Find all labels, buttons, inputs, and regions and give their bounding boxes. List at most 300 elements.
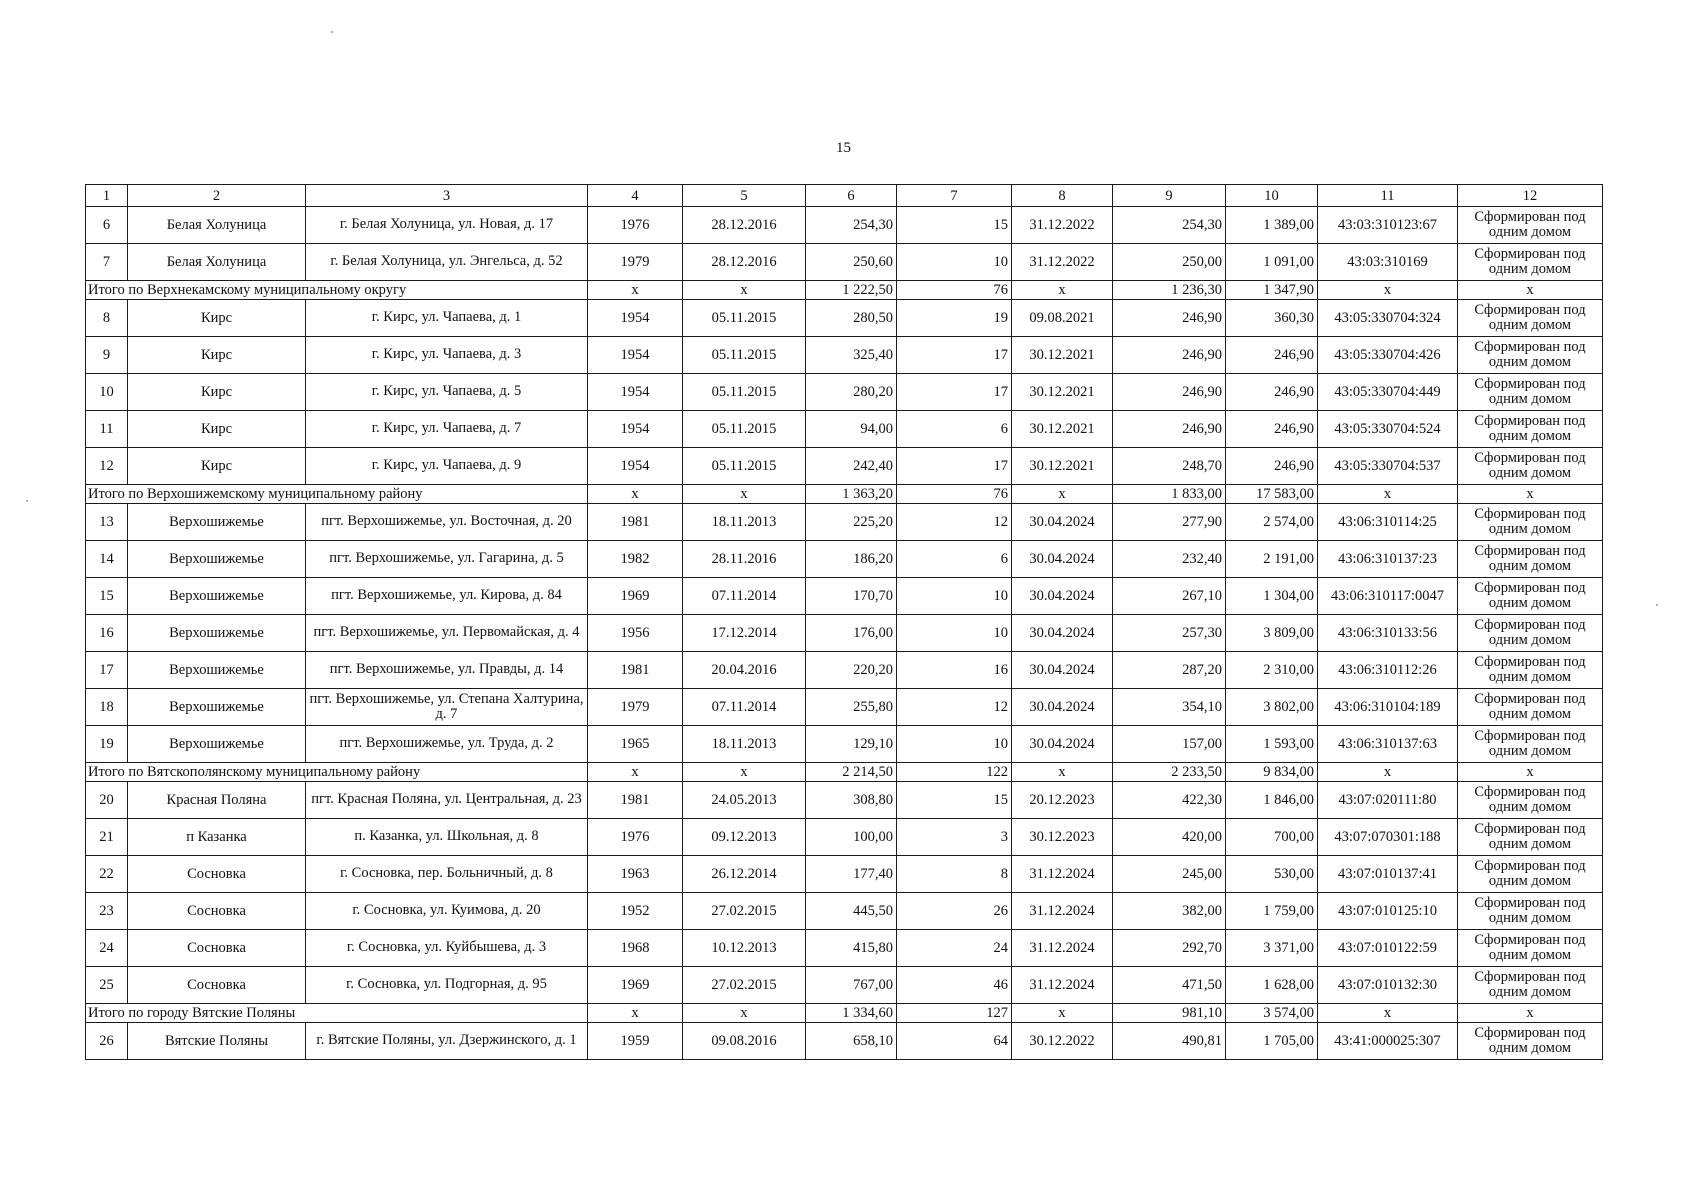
area-cell: 225,20 bbox=[806, 504, 897, 541]
table-row bbox=[86, 411, 1603, 448]
address-cell: пгт. Верхошижемье, ул. Труда, д. 2 bbox=[306, 726, 588, 763]
table-row bbox=[86, 578, 1603, 615]
area-cell: 177,40 bbox=[806, 856, 897, 893]
recognition-date-cell: 27.02.2015 bbox=[683, 967, 806, 1004]
land-status-cell: Сформирован под одним домом bbox=[1458, 856, 1603, 893]
address-cell: г. Белая Холуница, ул. Новая, д. 17 bbox=[306, 207, 588, 244]
resettlement-area-cell: 250,00 bbox=[1113, 244, 1226, 281]
subtotal-cell: x bbox=[588, 485, 683, 504]
area-cell: 445,50 bbox=[806, 893, 897, 930]
row-number-cell: 19 bbox=[86, 726, 128, 763]
land-status-cell: Сформирован под одним домом bbox=[1458, 782, 1603, 819]
build-year-cell: 1981 bbox=[588, 782, 683, 819]
resettlement-date-cell: 30.12.2021 bbox=[1012, 337, 1113, 374]
recognition-date-cell: 05.11.2015 bbox=[683, 411, 806, 448]
recognition-date-cell: 18.11.2013 bbox=[683, 504, 806, 541]
recognition-date-cell: 07.11.2014 bbox=[683, 689, 806, 726]
land-status-cell: Сформирован под одним домом bbox=[1458, 652, 1603, 689]
resettlement-date-cell: 30.04.2024 bbox=[1012, 689, 1113, 726]
subtotal-cell: 76 bbox=[897, 281, 1012, 300]
build-year-cell: 1968 bbox=[588, 930, 683, 967]
resettlement-area-cell: 254,30 bbox=[1113, 207, 1226, 244]
table-row bbox=[86, 819, 1603, 856]
recognition-date-cell: 05.11.2015 bbox=[683, 300, 806, 337]
build-year-cell: 1976 bbox=[588, 207, 683, 244]
housing-table bbox=[85, 184, 1603, 1060]
settlement-cell: Кирс bbox=[128, 374, 306, 411]
resettlement-area-cell: 471,50 bbox=[1113, 967, 1226, 1004]
address-cell: пгт. Красная Поляна, ул. Центральная, д. 23 bbox=[306, 782, 588, 819]
land-status-cell: Сформирован под одним домом bbox=[1458, 726, 1603, 763]
resettlement-date-cell: 31.12.2022 bbox=[1012, 244, 1113, 281]
row-number-cell: 15 bbox=[86, 578, 128, 615]
row-number-cell: 8 bbox=[86, 300, 128, 337]
resettlement-date-cell: 20.12.2023 bbox=[1012, 782, 1113, 819]
row-number-cell: 13 bbox=[86, 504, 128, 541]
subtotal-cell: x bbox=[683, 763, 806, 782]
area-cell: 280,50 bbox=[806, 300, 897, 337]
scan-speck bbox=[331, 31, 333, 33]
cadastral-number-cell: 43:05:330704:524 bbox=[1318, 411, 1458, 448]
subtotal-cell: x bbox=[1012, 763, 1113, 782]
subtotal-cell: x bbox=[1012, 485, 1113, 504]
resettlement-date-cell: 30.04.2024 bbox=[1012, 615, 1113, 652]
resettlement-area-cell: 267,10 bbox=[1113, 578, 1226, 615]
area-cell: 255,80 bbox=[806, 689, 897, 726]
land-status-cell: Сформирован под одним домом bbox=[1458, 615, 1603, 652]
subtotal-cell: 76 bbox=[897, 485, 1012, 504]
resettlement-area-cell: 246,90 bbox=[1113, 411, 1226, 448]
recognition-date-cell: 20.04.2016 bbox=[683, 652, 806, 689]
subtotal-row bbox=[86, 1004, 1603, 1023]
subtotal-cell: 2 233,50 bbox=[1113, 763, 1226, 782]
resettlement-area-cell: 292,70 bbox=[1113, 930, 1226, 967]
resettlement-area-cell: 354,10 bbox=[1113, 689, 1226, 726]
table-row bbox=[86, 207, 1603, 244]
column-number: 6 bbox=[806, 185, 897, 207]
table-row bbox=[86, 893, 1603, 930]
resettlement-area-cell: 490,81 bbox=[1113, 1023, 1226, 1060]
residents-cell: 46 bbox=[897, 967, 1012, 1004]
settlement-cell: Верхошижемье bbox=[128, 578, 306, 615]
residents-cell: 6 bbox=[897, 541, 1012, 578]
row-number-cell: 12 bbox=[86, 448, 128, 485]
land-area-cell: 246,90 bbox=[1226, 337, 1318, 374]
address-cell: г. Сосновка, ул. Подгорная, д. 95 bbox=[306, 967, 588, 1004]
area-cell: 186,20 bbox=[806, 541, 897, 578]
build-year-cell: 1969 bbox=[588, 967, 683, 1004]
subtotal-cell: x bbox=[1318, 485, 1458, 504]
resettlement-area-cell: 246,90 bbox=[1113, 300, 1226, 337]
resettlement-date-cell: 30.12.2022 bbox=[1012, 1023, 1113, 1060]
address-cell: г. Кирс, ул. Чапаева, д. 5 bbox=[306, 374, 588, 411]
column-number: 10 bbox=[1226, 185, 1318, 207]
cadastral-number-cell: 43:07:010132:30 bbox=[1318, 967, 1458, 1004]
resettlement-date-cell: 31.12.2024 bbox=[1012, 930, 1113, 967]
cadastral-number-cell: 43:06:310112:26 bbox=[1318, 652, 1458, 689]
address-cell: пгт. Верхошижемье, ул. Степана Халтурина, д. 7 bbox=[306, 689, 588, 726]
row-number-cell: 6 bbox=[86, 207, 128, 244]
resettlement-area-cell: 382,00 bbox=[1113, 893, 1226, 930]
recognition-date-cell: 24.05.2013 bbox=[683, 782, 806, 819]
area-cell: 100,00 bbox=[806, 819, 897, 856]
land-area-cell: 2 574,00 bbox=[1226, 504, 1318, 541]
recognition-date-cell: 05.11.2015 bbox=[683, 374, 806, 411]
row-number-cell: 11 bbox=[86, 411, 128, 448]
settlement-cell: Красная Поляна bbox=[128, 782, 306, 819]
address-cell: пгт. Верхошижемье, ул. Гагарина, д. 5 bbox=[306, 541, 588, 578]
build-year-cell: 1965 bbox=[588, 726, 683, 763]
settlement-cell: Кирс bbox=[128, 448, 306, 485]
land-area-cell: 360,30 bbox=[1226, 300, 1318, 337]
column-number: 9 bbox=[1113, 185, 1226, 207]
recognition-date-cell: 09.08.2016 bbox=[683, 1023, 806, 1060]
residents-cell: 64 bbox=[897, 1023, 1012, 1060]
residents-cell: 15 bbox=[897, 207, 1012, 244]
cadastral-number-cell: 43:06:310117:0047 bbox=[1318, 578, 1458, 615]
address-cell: пгт. Верхошижемье, ул. Восточная, д. 20 bbox=[306, 504, 588, 541]
subtotal-cell: x bbox=[1458, 763, 1603, 782]
cadastral-number-cell: 43:03:310123:67 bbox=[1318, 207, 1458, 244]
land-status-cell: Сформирован под одним домом bbox=[1458, 448, 1603, 485]
residents-cell: 10 bbox=[897, 726, 1012, 763]
residents-cell: 6 bbox=[897, 411, 1012, 448]
land-area-cell: 3 802,00 bbox=[1226, 689, 1318, 726]
land-area-cell: 2 191,00 bbox=[1226, 541, 1318, 578]
table-row bbox=[86, 615, 1603, 652]
resettlement-date-cell: 30.04.2024 bbox=[1012, 504, 1113, 541]
land-area-cell: 1 628,00 bbox=[1226, 967, 1318, 1004]
land-status-cell: Сформирован под одним домом bbox=[1458, 411, 1603, 448]
row-number-cell: 21 bbox=[86, 819, 128, 856]
resettlement-date-cell: 30.04.2024 bbox=[1012, 578, 1113, 615]
column-number: 2 bbox=[128, 185, 306, 207]
column-number: 3 bbox=[306, 185, 588, 207]
residents-cell: 17 bbox=[897, 448, 1012, 485]
table-row bbox=[86, 374, 1603, 411]
cadastral-number-cell: 43:05:330704:426 bbox=[1318, 337, 1458, 374]
cadastral-number-cell: 43:07:010125:10 bbox=[1318, 893, 1458, 930]
table-row bbox=[86, 930, 1603, 967]
subtotal-cell: x bbox=[683, 1004, 806, 1023]
address-cell: г. Кирс, ул. Чапаева, д. 3 bbox=[306, 337, 588, 374]
column-number: 8 bbox=[1012, 185, 1113, 207]
row-number-cell: 17 bbox=[86, 652, 128, 689]
area-cell: 658,10 bbox=[806, 1023, 897, 1060]
subtotal-cell: 981,10 bbox=[1113, 1004, 1226, 1023]
settlement-cell: Сосновка bbox=[128, 967, 306, 1004]
settlement-cell: Верхошижемье bbox=[128, 504, 306, 541]
table-row bbox=[86, 1023, 1603, 1060]
subtotal-cell: x bbox=[588, 1004, 683, 1023]
residents-cell: 16 bbox=[897, 652, 1012, 689]
land-area-cell: 3 809,00 bbox=[1226, 615, 1318, 652]
cadastral-number-cell: 43:06:310104:189 bbox=[1318, 689, 1458, 726]
area-cell: 242,40 bbox=[806, 448, 897, 485]
residents-cell: 17 bbox=[897, 337, 1012, 374]
scan-speck bbox=[1656, 604, 1658, 606]
address-cell: пгт. Верхошижемье, ул. Первомайская, д. 4 bbox=[306, 615, 588, 652]
resettlement-date-cell: 09.08.2021 bbox=[1012, 300, 1113, 337]
resettlement-area-cell: 277,90 bbox=[1113, 504, 1226, 541]
subtotal-cell: 1 833,00 bbox=[1113, 485, 1226, 504]
address-cell: г. Сосновка, пер. Больничный, д. 8 bbox=[306, 856, 588, 893]
settlement-cell: п Казанка bbox=[128, 819, 306, 856]
settlement-cell: Сосновка bbox=[128, 856, 306, 893]
land-area-cell: 1 846,00 bbox=[1226, 782, 1318, 819]
land-area-cell: 3 371,00 bbox=[1226, 930, 1318, 967]
column-number: 4 bbox=[588, 185, 683, 207]
settlement-cell: Кирс bbox=[128, 300, 306, 337]
land-area-cell: 246,90 bbox=[1226, 448, 1318, 485]
subtotal-cell: x bbox=[1458, 485, 1603, 504]
residents-cell: 24 bbox=[897, 930, 1012, 967]
land-status-cell: Сформирован под одним домом bbox=[1458, 207, 1603, 244]
recognition-date-cell: 09.12.2013 bbox=[683, 819, 806, 856]
subtotal-cell: x bbox=[1318, 1004, 1458, 1023]
subtotal-cell: x bbox=[1318, 281, 1458, 300]
resettlement-area-cell: 287,20 bbox=[1113, 652, 1226, 689]
resettlement-date-cell: 31.12.2024 bbox=[1012, 967, 1113, 1004]
subtotal-cell: 2 214,50 bbox=[806, 763, 897, 782]
resettlement-date-cell: 31.12.2024 bbox=[1012, 893, 1113, 930]
settlement-cell: Верхошижемье bbox=[128, 689, 306, 726]
subtotal-cell: 1 334,60 bbox=[806, 1004, 897, 1023]
area-cell: 170,70 bbox=[806, 578, 897, 615]
resettlement-date-cell: 30.12.2023 bbox=[1012, 819, 1113, 856]
residents-cell: 8 bbox=[897, 856, 1012, 893]
recognition-date-cell: 05.11.2015 bbox=[683, 448, 806, 485]
settlement-cell: Кирс bbox=[128, 337, 306, 374]
recognition-date-cell: 18.11.2013 bbox=[683, 726, 806, 763]
subtotal-cell: x bbox=[588, 763, 683, 782]
build-year-cell: 1976 bbox=[588, 819, 683, 856]
resettlement-date-cell: 31.12.2022 bbox=[1012, 207, 1113, 244]
settlement-cell: Сосновка bbox=[128, 893, 306, 930]
row-number-cell: 7 bbox=[86, 244, 128, 281]
residents-cell: 15 bbox=[897, 782, 1012, 819]
page-number: 15 bbox=[836, 140, 851, 156]
subtotal-cell: 1 236,30 bbox=[1113, 281, 1226, 300]
land-status-cell: Сформирован под одним домом bbox=[1458, 893, 1603, 930]
land-area-cell: 1 389,00 bbox=[1226, 207, 1318, 244]
land-status-cell: Сформирован под одним домом bbox=[1458, 504, 1603, 541]
build-year-cell: 1954 bbox=[588, 448, 683, 485]
subtotal-cell: x bbox=[1012, 1004, 1113, 1023]
column-number: 7 bbox=[897, 185, 1012, 207]
resettlement-area-cell: 232,40 bbox=[1113, 541, 1226, 578]
land-status-cell: Сформирован под одним домом bbox=[1458, 337, 1603, 374]
settlement-cell: Верхошижемье bbox=[128, 541, 306, 578]
land-area-cell: 700,00 bbox=[1226, 819, 1318, 856]
build-year-cell: 1954 bbox=[588, 337, 683, 374]
table-row bbox=[86, 856, 1603, 893]
build-year-cell: 1956 bbox=[588, 615, 683, 652]
table-row bbox=[86, 300, 1603, 337]
residents-cell: 26 bbox=[897, 893, 1012, 930]
resettlement-area-cell: 157,00 bbox=[1113, 726, 1226, 763]
recognition-date-cell: 28.12.2016 bbox=[683, 207, 806, 244]
area-cell: 94,00 bbox=[806, 411, 897, 448]
table-row bbox=[86, 967, 1603, 1004]
row-number-cell: 24 bbox=[86, 930, 128, 967]
address-cell: г. Вятские Поляны, ул. Дзержинского, д. 1 bbox=[306, 1023, 588, 1060]
cadastral-number-cell: 43:06:310137:63 bbox=[1318, 726, 1458, 763]
recognition-date-cell: 17.12.2014 bbox=[683, 615, 806, 652]
address-cell: п. Казанка, ул. Школьная, д. 8 bbox=[306, 819, 588, 856]
land-area-cell: 530,00 bbox=[1226, 856, 1318, 893]
resettlement-date-cell: 30.12.2021 bbox=[1012, 448, 1113, 485]
land-area-cell: 1 705,00 bbox=[1226, 1023, 1318, 1060]
resettlement-area-cell: 420,00 bbox=[1113, 819, 1226, 856]
recognition-date-cell: 26.12.2014 bbox=[683, 856, 806, 893]
row-number-cell: 14 bbox=[86, 541, 128, 578]
subtotal-cell: x bbox=[1318, 763, 1458, 782]
recognition-date-cell: 10.12.2013 bbox=[683, 930, 806, 967]
settlement-cell: Вятские Поляны bbox=[128, 1023, 306, 1060]
subtotal-row bbox=[86, 763, 1603, 782]
land-status-cell: Сформирован под одним домом bbox=[1458, 819, 1603, 856]
build-year-cell: 1954 bbox=[588, 411, 683, 448]
subtotal-row bbox=[86, 485, 1603, 504]
land-area-cell: 246,90 bbox=[1226, 374, 1318, 411]
settlement-cell: Кирс bbox=[128, 411, 306, 448]
subtotal-cell: 17 583,00 bbox=[1226, 485, 1318, 504]
residents-cell: 12 bbox=[897, 689, 1012, 726]
row-number-cell: 16 bbox=[86, 615, 128, 652]
build-year-cell: 1982 bbox=[588, 541, 683, 578]
settlement-cell: Верхошижемье bbox=[128, 652, 306, 689]
residents-cell: 10 bbox=[897, 244, 1012, 281]
column-number: 12 bbox=[1458, 185, 1603, 207]
build-year-cell: 1979 bbox=[588, 689, 683, 726]
cadastral-number-cell: 43:03:310169 bbox=[1318, 244, 1458, 281]
subtotal-label: Итого по городу Вятские Поляны bbox=[86, 1004, 588, 1023]
resettlement-date-cell: 30.04.2024 bbox=[1012, 541, 1113, 578]
land-status-cell: Сформирован под одним домом bbox=[1458, 578, 1603, 615]
address-cell: пгт. Верхошижемье, ул. Кирова, д. 84 bbox=[306, 578, 588, 615]
row-number-cell: 22 bbox=[86, 856, 128, 893]
table-row bbox=[86, 504, 1603, 541]
recognition-date-cell: 27.02.2015 bbox=[683, 893, 806, 930]
row-number-cell: 26 bbox=[86, 1023, 128, 1060]
resettlement-date-cell: 30.12.2021 bbox=[1012, 411, 1113, 448]
area-cell: 325,40 bbox=[806, 337, 897, 374]
table-row bbox=[86, 337, 1603, 374]
subtotal-cell: x bbox=[588, 281, 683, 300]
land-area-cell: 1 304,00 bbox=[1226, 578, 1318, 615]
build-year-cell: 1952 bbox=[588, 893, 683, 930]
row-number-cell: 9 bbox=[86, 337, 128, 374]
resettlement-area-cell: 257,30 bbox=[1113, 615, 1226, 652]
row-number-cell: 10 bbox=[86, 374, 128, 411]
row-number-cell: 25 bbox=[86, 967, 128, 1004]
build-year-cell: 1969 bbox=[588, 578, 683, 615]
land-status-cell: Сформирован под одним домом bbox=[1458, 930, 1603, 967]
build-year-cell: 1981 bbox=[588, 652, 683, 689]
land-status-cell: Сформирован под одним домом bbox=[1458, 374, 1603, 411]
resettlement-date-cell: 30.04.2024 bbox=[1012, 652, 1113, 689]
table-row bbox=[86, 448, 1603, 485]
build-year-cell: 1963 bbox=[588, 856, 683, 893]
address-cell: г. Белая Холуница, ул. Энгельса, д. 52 bbox=[306, 244, 588, 281]
build-year-cell: 1954 bbox=[588, 300, 683, 337]
scan-speck bbox=[26, 500, 28, 502]
residents-cell: 3 bbox=[897, 819, 1012, 856]
settlement-cell: Сосновка bbox=[128, 930, 306, 967]
recognition-date-cell: 28.12.2016 bbox=[683, 244, 806, 281]
recognition-date-cell: 05.11.2015 bbox=[683, 337, 806, 374]
address-cell: г. Кирс, ул. Чапаева, д. 7 bbox=[306, 411, 588, 448]
area-cell: 250,60 bbox=[806, 244, 897, 281]
resettlement-date-cell: 30.12.2021 bbox=[1012, 374, 1113, 411]
table-row bbox=[86, 689, 1603, 726]
column-number: 5 bbox=[683, 185, 806, 207]
subtotal-cell: 1 347,90 bbox=[1226, 281, 1318, 300]
cadastral-number-cell: 43:07:020111:80 bbox=[1318, 782, 1458, 819]
build-year-cell: 1979 bbox=[588, 244, 683, 281]
land-area-cell: 1 593,00 bbox=[1226, 726, 1318, 763]
subtotal-label: Итого по Вятскополянскому муниципальному району bbox=[86, 763, 588, 782]
cadastral-number-cell: 43:06:310137:23 bbox=[1318, 541, 1458, 578]
subtotal-row bbox=[86, 281, 1603, 300]
resettlement-area-cell: 422,30 bbox=[1113, 782, 1226, 819]
area-cell: 220,20 bbox=[806, 652, 897, 689]
cadastral-number-cell: 43:05:330704:324 bbox=[1318, 300, 1458, 337]
land-status-cell: Сформирован под одним домом bbox=[1458, 689, 1603, 726]
subtotal-cell: x bbox=[1012, 281, 1113, 300]
land-area-cell: 1 091,00 bbox=[1226, 244, 1318, 281]
table-row bbox=[86, 652, 1603, 689]
row-number-cell: 20 bbox=[86, 782, 128, 819]
land-area-cell: 1 759,00 bbox=[1226, 893, 1318, 930]
resettlement-area-cell: 246,90 bbox=[1113, 337, 1226, 374]
build-year-cell: 1981 bbox=[588, 504, 683, 541]
subtotal-cell: x bbox=[683, 485, 806, 504]
land-status-cell: Сформирован под одним домом bbox=[1458, 244, 1603, 281]
address-cell: г. Сосновка, ул. Куимова, д. 20 bbox=[306, 893, 588, 930]
residents-cell: 10 bbox=[897, 578, 1012, 615]
subtotal-label: Итого по Верхошижемскому муниципальному району bbox=[86, 485, 588, 504]
cadastral-number-cell: 43:05:330704:449 bbox=[1318, 374, 1458, 411]
resettlement-date-cell: 31.12.2024 bbox=[1012, 856, 1113, 893]
row-number-cell: 18 bbox=[86, 689, 128, 726]
residents-cell: 12 bbox=[897, 504, 1012, 541]
table-row bbox=[86, 244, 1603, 281]
settlement-cell: Верхошижемье bbox=[128, 615, 306, 652]
address-cell: г. Кирс, ул. Чапаева, д. 9 bbox=[306, 448, 588, 485]
table-row bbox=[86, 541, 1603, 578]
subtotal-cell: 1 222,50 bbox=[806, 281, 897, 300]
land-status-cell: Сформирован под одним домом bbox=[1458, 541, 1603, 578]
area-cell: 415,80 bbox=[806, 930, 897, 967]
resettlement-area-cell: 248,70 bbox=[1113, 448, 1226, 485]
land-status-cell: Сформирован под одним домом bbox=[1458, 300, 1603, 337]
cadastral-number-cell: 43:06:310114:25 bbox=[1318, 504, 1458, 541]
land-area-cell: 246,90 bbox=[1226, 411, 1318, 448]
area-cell: 308,80 bbox=[806, 782, 897, 819]
subtotal-cell: 1 363,20 bbox=[806, 485, 897, 504]
area-cell: 254,30 bbox=[806, 207, 897, 244]
resettlement-area-cell: 246,90 bbox=[1113, 374, 1226, 411]
area-cell: 280,20 bbox=[806, 374, 897, 411]
address-cell: г. Кирс, ул. Чапаева, д. 1 bbox=[306, 300, 588, 337]
residents-cell: 10 bbox=[897, 615, 1012, 652]
column-number: 1 bbox=[86, 185, 128, 207]
subtotal-label: Итого по Верхнекамскому муниципальному округу bbox=[86, 281, 588, 300]
recognition-date-cell: 28.11.2016 bbox=[683, 541, 806, 578]
build-year-cell: 1959 bbox=[588, 1023, 683, 1060]
